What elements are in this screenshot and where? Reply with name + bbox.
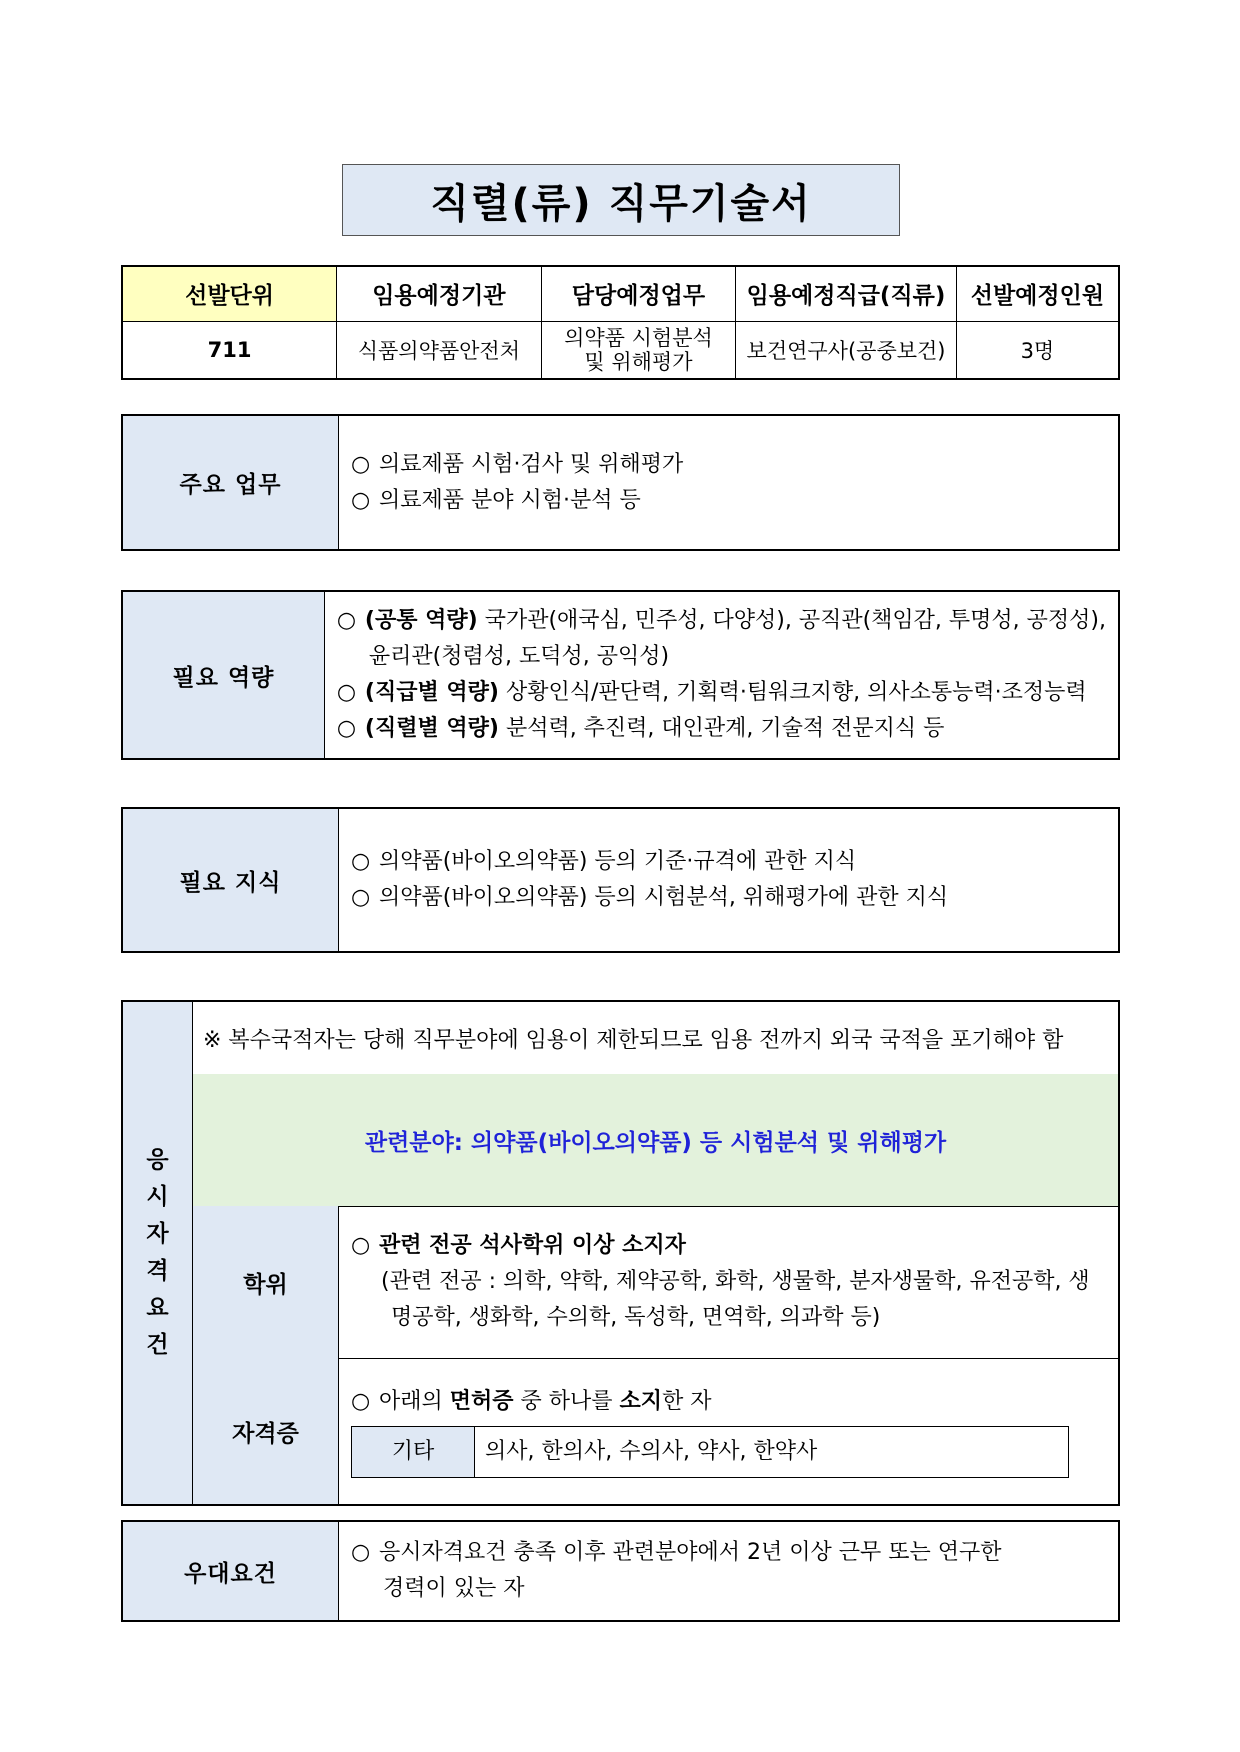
list-item: ○ (공통 역량) 국가관(애국심, 민주성, 다양성), 공직관(책임감, 투명성, 공정성), — [336, 608, 1106, 633]
summary-value-row — [122, 321, 1119, 379]
list-item: ○ (직렬별 역량) 분석력, 추진력, 대인관계, 기술적 전문지식 등 — [336, 716, 945, 741]
license-table — [351, 1426, 1069, 1478]
list-item: ○ 응시자격요건 충족 이후 관련분야에서 2년 이상 근무 또는 연구한 — [351, 1540, 1002, 1565]
value-unit: 711 — [122, 321, 337, 379]
knowledge-content — [339, 809, 1118, 951]
preference-label: 우대요건 — [123, 1522, 339, 1620]
header-unit: 선발단위 — [122, 266, 337, 321]
qualification-section — [121, 1000, 1120, 1506]
degree-row — [193, 1206, 1118, 1359]
header-grade: 임용예정직급(직류) — [736, 266, 957, 321]
license-content: ○ 아래의 면허증 중 하나를 소지한 자 기타 의사, 한의사, 수의사, 약사, 한약사 — [339, 1358, 1118, 1504]
page-title — [342, 164, 900, 236]
knowledge-label: 필요 지식 — [123, 809, 339, 951]
list-item-continued: 경력이 있는 자 — [383, 1576, 525, 1601]
header-headcount: 선발예정인원 — [956, 266, 1119, 321]
dual-citizenship-notice: ※ 복수국적자는 당해 직무분야에 임용이 제한되므로 임용 전까지 외국 국적을 포기해야 함 — [193, 1002, 1118, 1075]
list-item-continued: 윤리관(청렴성, 도덕성, 공익성) — [368, 644, 670, 669]
main-duties-content — [339, 416, 1118, 549]
summary-header-row — [122, 266, 1119, 321]
list-item: ○ (직급별 역량) 상황인식/판단력, 기획력·팀워크지향, 의사소통능력·조정능력 — [336, 680, 1087, 705]
competencies-content — [325, 592, 1118, 758]
list-item: ○ 의료제품 시험·검사 및 위해평가 — [351, 451, 684, 477]
main-duties-section — [121, 414, 1120, 551]
list-item: ○ 의약품(바이오의약품) 등의 시험분석, 위해평가에 관한 지식 — [351, 885, 949, 910]
license-row — [193, 1358, 1118, 1504]
value-grade: 보건연구사(공중보건) — [736, 321, 957, 379]
knowledge-section — [121, 807, 1120, 953]
value-headcount: 3명 — [956, 321, 1119, 379]
license-key: 기타 — [352, 1427, 475, 1477]
competencies-label: 필요 역량 — [123, 592, 325, 758]
degree-label: 학위 — [193, 1206, 339, 1358]
main-duties-label: 주요 업무 — [123, 416, 339, 549]
header-agency: 임용예정기관 — [337, 266, 542, 321]
license-label: 자격증 — [193, 1358, 339, 1504]
value-duty-line2: 및 위해평가 — [584, 349, 693, 374]
value-duty-line1: 의약품 시험분석 — [564, 325, 713, 350]
qualification-side-label: 응 시 자 격 요 건 — [123, 1002, 193, 1504]
title-text: 직렬(류) 직무기술서 — [430, 180, 812, 227]
degree-content: ○ 관련 전공 석사학위 이상 소지자 (관련 전공 : 의학, 약학, 제약공학, 화학, 생물학, 분자생물학, 유전공학, 생 명공학, 생화학, 수의학, 독성학, 면역학, 의과학 등) — [351, 1233, 1090, 1330]
list-item: ○ 의료제품 분야 시험·분석 등 — [351, 487, 641, 513]
license-value: 의사, 한의사, 수의사, 약사, 한약사 — [485, 1439, 818, 1464]
summary-table — [121, 265, 1120, 380]
competencies-section — [121, 590, 1120, 760]
related-field: 관련분야: 의약품(바이오의약품) 등 시험분석 및 위해평가 — [193, 1074, 1118, 1207]
preference-content — [339, 1522, 1118, 1620]
list-item: ○ 의약품(바이오의약품) 등의 기준·규격에 관한 지식 — [351, 849, 857, 874]
value-duty — [541, 321, 736, 379]
header-duty: 담당예정업무 — [541, 266, 736, 321]
preference-section — [121, 1520, 1120, 1622]
value-agency: 식품의약품안전처 — [337, 321, 542, 379]
